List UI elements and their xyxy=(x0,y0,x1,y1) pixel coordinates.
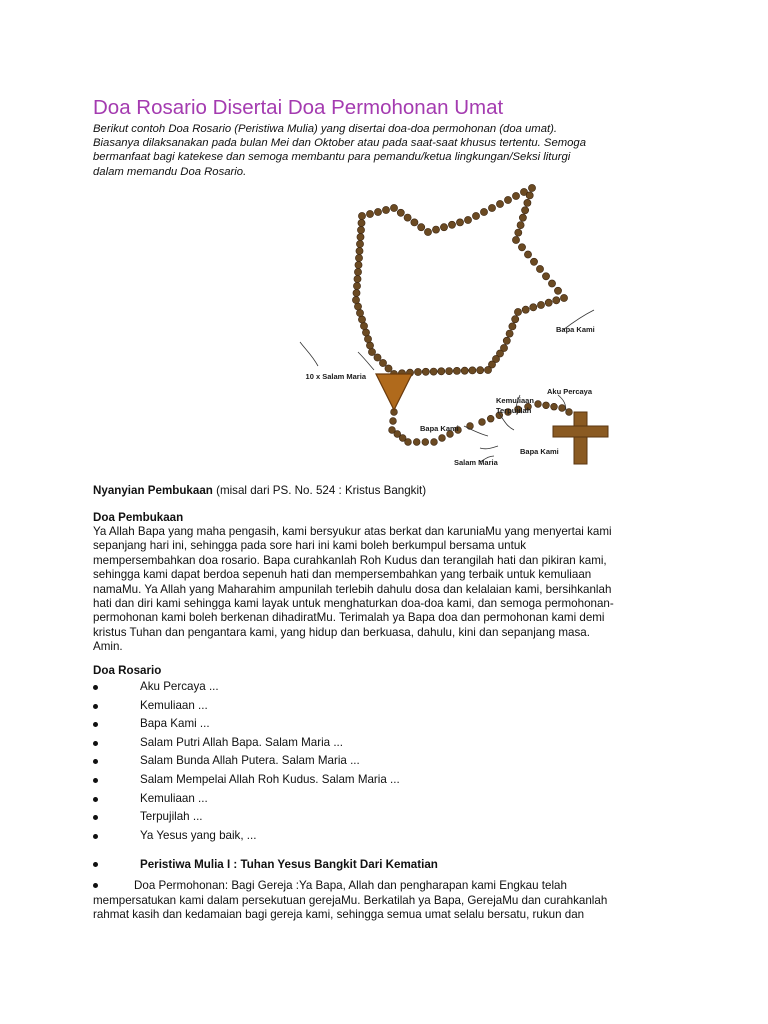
rosary-bead xyxy=(355,261,362,268)
bullet-icon xyxy=(93,862,98,867)
label-bapa-kami-left: Bapa Kami xyxy=(420,424,459,433)
rosary-bead xyxy=(440,224,447,231)
rosary-bead xyxy=(551,403,558,410)
rosary-bead xyxy=(404,214,411,221)
paragraph-line: namaMu. Ya Allah yang Maharahim ampunilah terlebih dahulu dosa dan kelalaian kami, bersihkanlah xyxy=(93,582,612,596)
rosary-bead xyxy=(536,265,543,272)
list-item-text: Salam Putri Allah Bapa. Salam Maria ... xyxy=(140,735,343,749)
rosary-bead xyxy=(566,409,573,416)
rosary-bead xyxy=(354,275,361,282)
doa-rosario-heading: Doa Rosario xyxy=(93,664,162,677)
bullet-icon xyxy=(93,704,98,709)
rosary-bead xyxy=(424,228,431,235)
rosary-bead xyxy=(405,439,412,446)
rosary-bead xyxy=(358,212,365,219)
rosary-bead xyxy=(431,439,438,446)
bullet-icon xyxy=(93,759,98,764)
list-item-text: Salam Bunda Allah Putera. Salam Maria ... xyxy=(140,754,360,768)
list-item-text: Terpujilah ... xyxy=(140,810,203,824)
rosary-bead xyxy=(479,419,486,426)
label-kemuliaan: Kemuliaan xyxy=(496,396,534,405)
rosary-bead xyxy=(509,323,516,330)
rosary-bead xyxy=(472,212,479,219)
rosary-bead xyxy=(522,207,529,214)
rosary-bead xyxy=(530,258,537,265)
rosary-bead xyxy=(358,316,365,323)
rosary-bead xyxy=(397,209,404,216)
rosary-bead xyxy=(528,184,535,191)
rosary-bead xyxy=(484,366,491,373)
doa-pembukaan-text xyxy=(93,525,653,655)
rosary-bead xyxy=(418,224,425,231)
list-item xyxy=(93,771,653,790)
rosary-bead xyxy=(560,294,567,301)
peristiwa-heading-item xyxy=(93,858,653,873)
rosary-bead xyxy=(469,367,476,374)
label-aku-percaya: Aku Percaya xyxy=(547,387,593,396)
list-item-text: Aku Percaya ... xyxy=(140,680,219,693)
paragraph-line: sehingga kami dapat berdoa sepenuh hati dan mempersembahkan yang terbaik untuk kemuliaan xyxy=(93,568,592,582)
rosary-bead xyxy=(506,330,513,337)
rosary-bead xyxy=(446,368,453,375)
rosary-bead xyxy=(413,439,420,446)
rosary-bead xyxy=(519,214,526,221)
bullet-icon xyxy=(93,834,98,839)
cross-icon xyxy=(553,412,608,464)
rosary-bead xyxy=(366,342,373,349)
rosary-bead xyxy=(356,247,363,254)
rosary-bead xyxy=(537,301,544,308)
list-item xyxy=(93,734,653,753)
bullet-icon xyxy=(93,722,98,727)
list-item xyxy=(93,697,653,716)
rosary-bead xyxy=(360,322,367,329)
rosary-beads xyxy=(352,184,572,445)
paragraph-line: rahmat kasih dan kedamaian bagi gereja kami, sehingga semua umat selalu bersatu, rukun dan xyxy=(93,908,585,922)
paragraph-line: mempersatukan kami dalam persekutuan gerejaMu. Berkatilah ya Bapa, GerejaMu dan curahkanlah xyxy=(93,893,608,907)
label-terpujilah: Terpujilah xyxy=(496,406,532,415)
rosary-bead xyxy=(374,208,381,215)
paragraph-line: Ya Allah Bapa yang maha pengasih, kami bersyukur atas berkat dan karuniaMu yang menyertai kami xyxy=(93,525,612,538)
bullet-icon xyxy=(93,778,98,783)
paragraph-line: kristus Tuhan dan pengantara kami, yang hidup dan berkuasa, dahulu, kini dan sepanjang masa. xyxy=(93,625,590,639)
bullet-icon xyxy=(93,797,98,802)
peristiwa-heading: Peristiwa Mulia I : Tuhan Yesus Bangkit Dari Kematian xyxy=(140,858,438,871)
rosary-bead xyxy=(430,368,437,375)
bullet-icon xyxy=(93,815,98,820)
rosary-bead xyxy=(524,199,531,206)
list-item xyxy=(93,827,653,846)
paragraph-line: mempersembahkan doa rosario. Bapa curahkanlah Roh Kudus dan terangilah hati dan pikiran kami, xyxy=(93,553,607,567)
document-title: Doa Rosario Disertai Doa Permohonan Umat xyxy=(93,96,504,119)
rosary-bead xyxy=(438,368,445,375)
rosary-bead xyxy=(480,208,487,215)
intro-line: Biasanya dilaksanakan pada bulan Mei dan Oktober atau pada saat-saat khusus tertentu. Semoga xyxy=(93,137,586,150)
rosary-bead xyxy=(467,423,474,430)
rosary-bead xyxy=(496,200,503,207)
rosary-bead xyxy=(422,439,429,446)
list-item-text: Ya Yesus yang baik, ... xyxy=(140,828,257,842)
rosary-bead xyxy=(503,337,510,344)
paragraph-line: hati dan diri kami sehingga kami layak untuk menghaturkan doa-doa kami, dan semoga permohonan- xyxy=(93,597,614,611)
intro-line: Berikut contoh Doa Rosario (Peristiwa Mulia) yang disertai doa-doa permohonan (doa umat). xyxy=(93,123,558,135)
label-bapa-kami-right: Bapa Kami xyxy=(556,325,595,334)
rosary-bead xyxy=(411,219,418,226)
rosary-bead xyxy=(477,367,484,374)
rosary-bead xyxy=(353,289,360,296)
rosary-bead xyxy=(385,365,392,372)
rosary-bead xyxy=(553,297,560,304)
nyanyian-label: Nyanyian Pembukaan xyxy=(93,484,213,497)
rosary-bead xyxy=(530,304,537,311)
rosary-bead xyxy=(517,222,524,229)
annotation-arrows xyxy=(300,310,594,462)
rosary-medal xyxy=(376,374,412,410)
list-item xyxy=(93,715,653,734)
rosary-bead xyxy=(514,308,521,315)
rosary-bead xyxy=(448,221,455,228)
rosary-bead xyxy=(518,244,525,251)
rosary-bead xyxy=(357,226,364,233)
bullet-icon xyxy=(93,883,98,888)
rosary-bead xyxy=(464,216,471,223)
rosary-bead xyxy=(390,418,397,425)
rosary-bead xyxy=(432,226,439,233)
rosary-bead xyxy=(512,236,519,243)
paragraph-line: sepanjang hari ini, sehingga pada sore hari ini kami boleh berkumpul bersama untuk xyxy=(93,539,527,553)
label-10-salam-maria: 10 x Salam Maria xyxy=(305,372,366,381)
rosary-bead xyxy=(453,367,460,374)
rosary-bead xyxy=(522,306,529,313)
rosary-bead xyxy=(542,273,549,280)
bullet-icon xyxy=(93,685,98,690)
rosary-illustration xyxy=(258,180,618,470)
intro-line: dalam memandu Doa Rosario. xyxy=(93,165,247,178)
paragraph-line: Amin. xyxy=(93,640,123,654)
list-item-text: Salam Mempelai Allah Roh Kudus. Salam Maria ... xyxy=(140,772,400,786)
list-item-text: Kemuliaan ... xyxy=(140,791,208,805)
list-item xyxy=(93,790,653,809)
doa-rosario-list xyxy=(93,678,653,845)
rosary-bead xyxy=(512,192,519,199)
rosary-bead xyxy=(364,335,371,342)
rosary-bead xyxy=(545,299,552,306)
rosary-bead xyxy=(461,367,468,374)
rosary-bead xyxy=(504,196,511,203)
list-item-text: Bapa Kami ... xyxy=(140,717,210,731)
intro-paragraph xyxy=(93,122,653,179)
rosary-bead xyxy=(390,204,397,211)
rosary-bead xyxy=(548,280,555,287)
label-bapa-kami-bottom: Bapa Kami xyxy=(520,447,559,456)
rosary-bead xyxy=(487,415,494,422)
rosary-bead xyxy=(354,303,361,310)
intro-line: bermanfaat bagi katekese dan semoga membantu para pemandu/ketua lingkungan/Seksi liturgi xyxy=(93,151,571,164)
doa-pembukaan-heading: Doa Pembukaan xyxy=(93,511,184,524)
doa-permohonan-paragraph xyxy=(93,879,653,923)
rosary-bead xyxy=(379,359,386,366)
bullet-icon xyxy=(93,741,98,746)
rosary-bead xyxy=(366,210,373,217)
rosary-bead xyxy=(554,287,561,294)
rosary-bead xyxy=(356,309,363,316)
list-item xyxy=(93,752,653,771)
rosary-bead xyxy=(358,219,365,226)
rosary-bead xyxy=(543,402,550,409)
rosary-bead xyxy=(353,282,360,289)
rosary-bead xyxy=(488,204,495,211)
rosary-bead xyxy=(356,240,363,247)
rosary-bead xyxy=(422,368,429,375)
nyanyian-text: (misal dari PS. No. 524 : Kristus Bangkit) xyxy=(212,484,427,497)
label-salam-maria-bottom: Salam Maria xyxy=(454,458,498,467)
nyanyian-pembukaan xyxy=(93,484,653,498)
list-item-text: Kemuliaan ... xyxy=(140,698,208,712)
rosary-bead xyxy=(357,233,364,240)
rosary-bead xyxy=(526,192,533,199)
rosary-bead xyxy=(382,206,389,213)
rosary-bead xyxy=(439,435,446,442)
rosary-bead xyxy=(515,229,522,236)
rosary-bead xyxy=(524,251,531,258)
rosary-bead xyxy=(374,354,381,361)
paragraph-line: Doa Permohonan: Bagi Gereja :Ya Bapa, Allah dan pengharapan kami Engkau telah xyxy=(134,879,567,892)
list-item xyxy=(93,678,653,697)
rosary-bead xyxy=(414,368,421,375)
rosary-bead xyxy=(362,329,369,336)
rosary-bead xyxy=(559,405,566,412)
rosary-bead xyxy=(354,268,361,275)
paragraph-line: permohonan kami boleh berkenan dihadiratMu. Terimalah ya Bapa doa dan permohonan kami demi xyxy=(93,611,605,625)
rosary-bead xyxy=(368,348,375,355)
rosary-bead xyxy=(512,316,519,323)
rosary-bead xyxy=(352,296,359,303)
rosary-bead xyxy=(456,219,463,226)
rosary-bead xyxy=(355,254,362,261)
rosary-bead xyxy=(535,401,542,408)
list-item xyxy=(93,808,653,827)
